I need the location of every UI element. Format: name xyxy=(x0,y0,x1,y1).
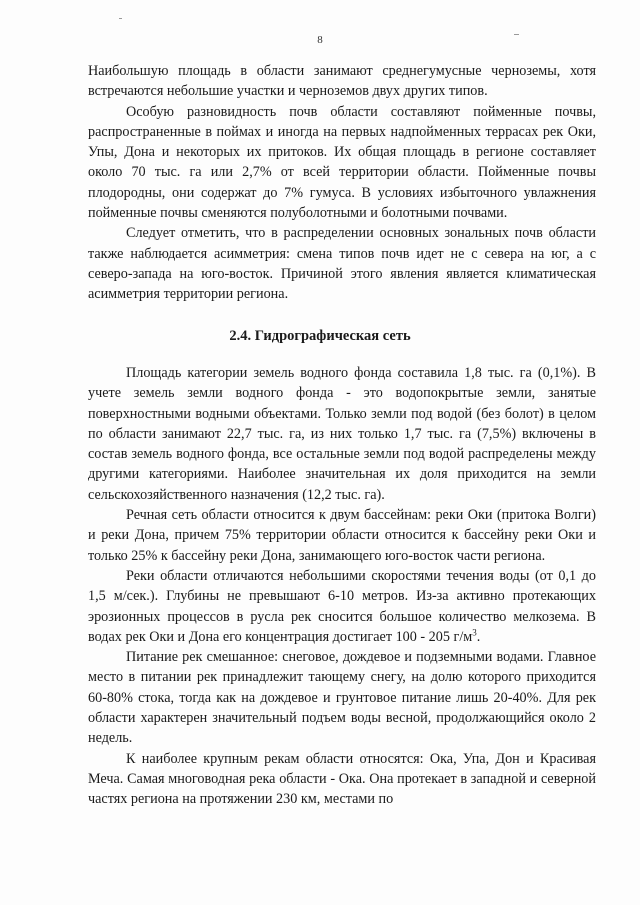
paragraph: Наибольшую площадь в области занимают среднегумусные черноземы, хотя встречаются небольшие участки и черноземов двух других типов. xyxy=(88,63,596,100)
paragraph: Речная сеть области относится к двум бассейнам: реки Оки (притока Волги) и реки Дона, причем 75% территории области относится к бассейну реки Оки и только 25% к бассейну реки Дона, занимающего юго-восток части региона. xyxy=(88,507,596,564)
paragraph: Питание рек смешанное: снеговое, дождевое и подземными водами. Главное место в питании рек принадлежит тающему снегу, на долю которого приходится 60-80% стока, тогда как на дождевое и грунтовое питание лишь 20-40%. Для рек области характерен значительный подъем воды весной, продолжающийся около 2 недель. xyxy=(88,649,596,747)
intro-text xyxy=(88,61,596,305)
paragraph: К наиболее крупным рекам области относятся: Ока, Упа, Дон и Красивая Меча. Самая многоводная река области - Ока. Она протекает в западной и северной частях региона на протяжении 230 км, местами по xyxy=(88,750,596,808)
paragraph: Площадь категории земель водного фонда составила 1,8 тыс. га (0,1%). В учете земель земли водного фонда - это водопокрытые земли, занятые поверхностными водными объектами. Только земли под водой (без болот) в целом по области занимают 22,7 тыс. га, из них только 1,7 тыс. га (7,5%) включены в состав земель водного фонда, все остальные земли под водой распределены между другими категориями. Наиболее значительная их доля приходится на земли сельскохозяйственного назначения (12,2 тыс. га). xyxy=(88,365,596,503)
section-text xyxy=(88,363,596,810)
sentence-end: . xyxy=(476,628,481,645)
unit-exponent: 3 xyxy=(472,627,477,638)
paragraph: Особую разновидность почв области составляют пойменные почвы, распространенные в поймах и иногда на первых надпойменных террасах рек Оки, Упы, Дона и некоторых их притоков. Их общая площадь в регионе составляет около 70 тыс. га или 2,7% от всей территории области. Пойменные почвы плодородны, они содержат до 7% гумуса. В условиях избыточного увлажнения пойменные почвы сменяются полуболотными и болотными почвами. xyxy=(88,103,596,222)
scan-speck xyxy=(119,18,122,19)
paragraph xyxy=(88,566,596,647)
page-number: 8 xyxy=(317,34,323,46)
section-heading: 2.4. Гидрографическая сеть xyxy=(229,328,411,344)
paragraph-text: Реки области отличаются небольшими скоростями течения воды (от 0,1 до 1,5 м/сек.). Глубины не превышают 6-10 метров. Из-за активно протекающих эрозионных процессов в русла рек сносится большое количество мелкозема. В водах рек Оки и Дона его концентрация достигает 100 - 205 г/м xyxy=(88,567,596,645)
paragraph: Следует отметить, что в распределении основных зональных почв области также наблюдается асимметрия: смена типов почв идет не с севера на юг, а с северо-запада на юго-восток. Причиной этого явления является климатическая асимметрия территории региона. xyxy=(88,225,596,303)
